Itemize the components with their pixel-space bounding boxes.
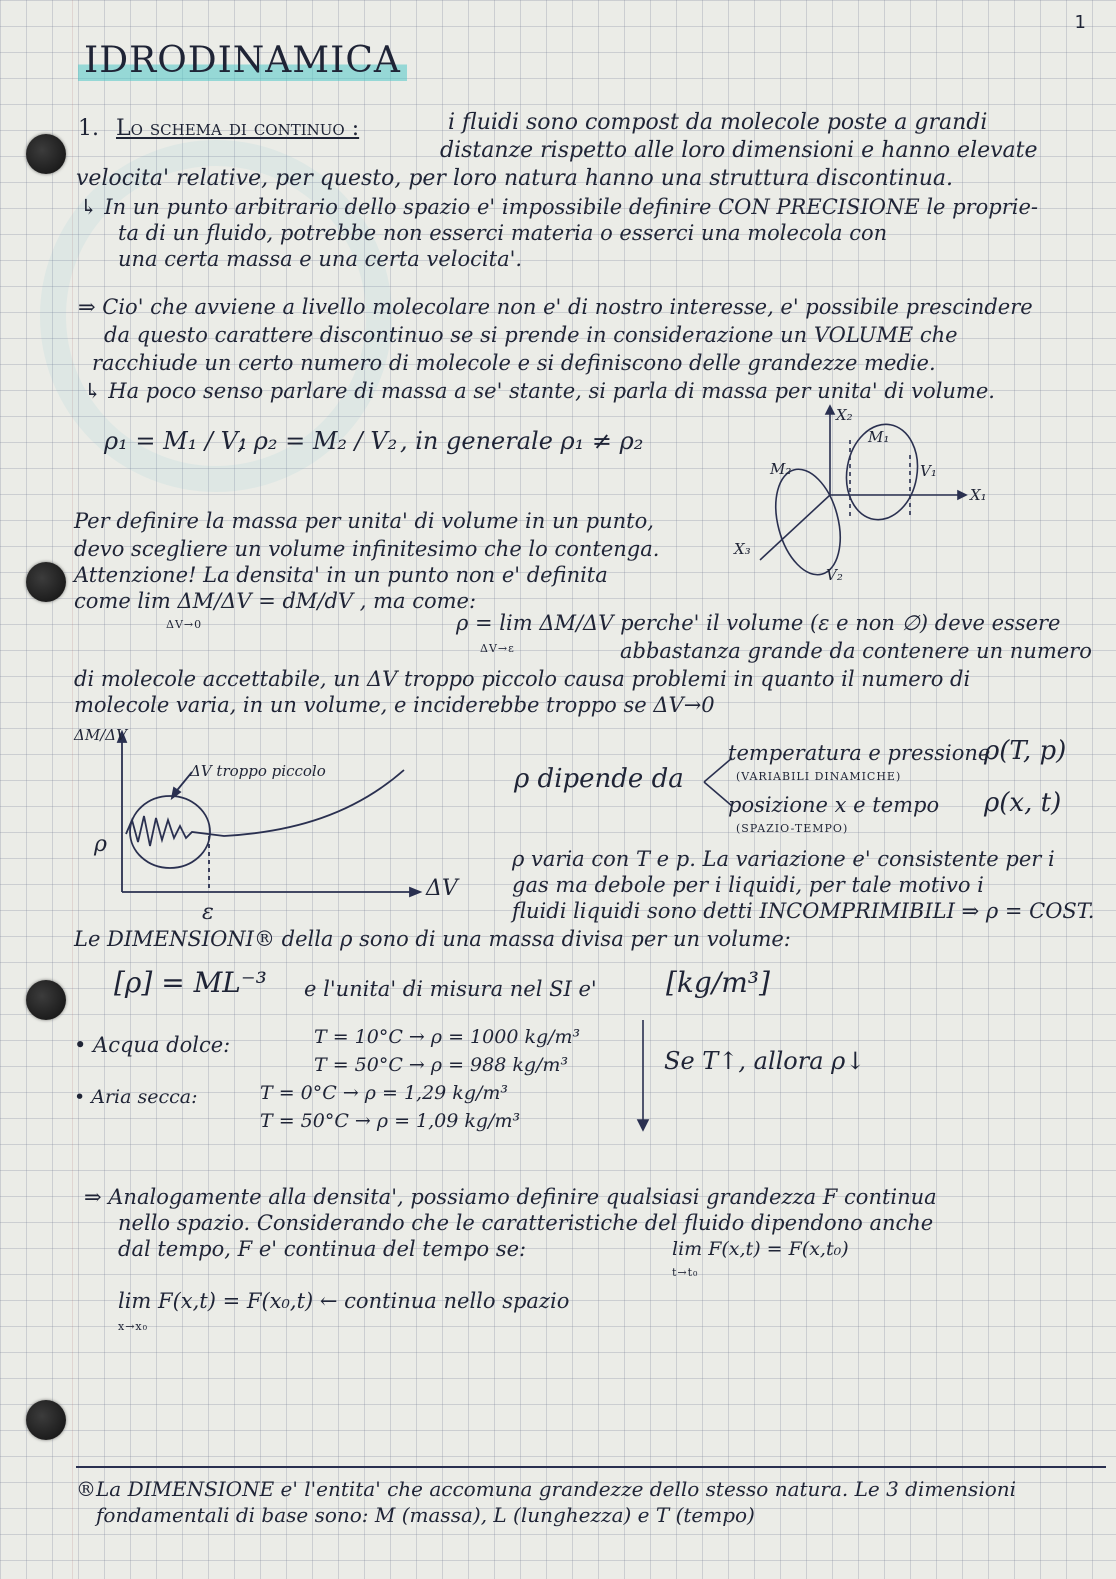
dimension-formula: [ρ] = ML⁻³ (114, 966, 267, 999)
temperature-pressure: temperatura e pressione (728, 741, 991, 765)
limit-subscript: ΔV→ε (480, 642, 515, 655)
footnote-text: fondamentali di base sono: M (massa), L (lunghezza) e T (tempo) (96, 1503, 755, 1527)
graph-rho-label: ρ (94, 832, 107, 857)
body-text: fluidi liquidi sono detti INCOMPRIMIBILI ⇒ ρ = COST. (512, 899, 1095, 923)
body-text: Per definire la massa per unita' di volume in un punto, (74, 509, 654, 533)
example-water-2: T = 50°C → ρ = 988 kg/m³ (314, 1054, 569, 1076)
body-text: i fluidi sono compost da molecole poste a grandi (448, 110, 988, 135)
limit-subscript: t→t₀ (672, 1266, 699, 1279)
limit-subscript: ΔV→0 (166, 618, 203, 631)
body-text: abbastanza grande da contenere un numero (620, 639, 1092, 663)
body-text: devo scegliere un volume infinitesimo che lo contenga. (74, 537, 660, 561)
body-text: ↳ Ha poco senso parlare di massa a se' stante, si parla di massa per unita' di volume. (84, 379, 995, 403)
body-text: ↳ In un punto arbitrario dello spazio e' impossibile definire CON PRECISIONE le proprie- (80, 195, 1039, 219)
body-text: una certa massa e una certa velocita'. (118, 247, 523, 271)
body-text: racchiude un certo numero di molecole e si definiscono delle grandezze medie. (92, 351, 936, 375)
example-water-label: • Acqua dolce: (74, 1033, 231, 1057)
axis-x3-label: X₃ (734, 540, 751, 558)
density-limit-formula: ρ = lim ΔM/ΔV perche' il volume (ε e non ∅) deve essere (456, 611, 1061, 635)
graph-epsilon-label: ε (202, 900, 214, 925)
body-text: Le DIMENSIONI® della ρ sono di una massa divisa per un volume: (74, 927, 791, 951)
volume-v1-label: V₁ (920, 462, 937, 480)
footnote-text: ®La DIMENSIONE e' l'entita' che accomuna grandezze dello stesso natura. Le 3 dimensioni (76, 1477, 1017, 1501)
example-air-label: • Aria secca: (74, 1086, 198, 1108)
density-formula-general: , in generale ρ₁ ≠ ρ₂ (400, 427, 644, 455)
si-unit: [kg/m³] (666, 966, 770, 999)
dynamic-variables-note: (VARIABILI DINAMICHE) (736, 770, 902, 783)
example-air-2: T = 50°C → ρ = 1,09 kg/m³ (260, 1110, 521, 1132)
binder-hole (26, 1400, 66, 1440)
rho-depends-label: ρ dipende da (514, 764, 684, 794)
page-number: 1 (1074, 12, 1086, 33)
space-time-note: (SPAZIO-TEMPO) (736, 822, 849, 835)
body-text: ⇒ Analogamente alla densita', possiamo definire qualsiasi grandezza F continua (84, 1185, 937, 1209)
example-water-1: T = 10°C → ρ = 1000 kg/m³ (314, 1026, 581, 1048)
body-text: nello spazio. Considerando che le caratteristiche del fluido dipendono anche (118, 1211, 934, 1235)
limit-subscript: x→x₀ (118, 1320, 149, 1333)
position-time: posizione x e tempo (728, 793, 940, 817)
axis-x1-label: X₁ (970, 486, 987, 504)
body-text: da questo carattere discontinuo se si prende in considerazione un VOLUME che (104, 323, 958, 347)
example-air-1: T = 0°C → ρ = 1,29 kg/m³ (260, 1082, 509, 1104)
body-text: ta di un fluido, potrebbe non esserci materia o esserci una molecola con (118, 221, 888, 245)
volume-v2-label: V₂ (826, 566, 843, 584)
page-title: IDRODINAMICA (78, 40, 407, 81)
section-heading: Lo schema di continuo : (116, 116, 360, 141)
body-text: come lim ΔM/ΔV = dM/dV , ma come: (74, 589, 477, 613)
graph-annotation: ΔV troppo piccolo (190, 762, 326, 780)
temperature-conclusion: Se T↑, allora ρ↓ (664, 1047, 866, 1075)
axes-diagram (730, 400, 1050, 590)
body-text: ρ varia con T e p. La variazione e' consistente per i (512, 847, 1055, 871)
footnote-divider (76, 1466, 1106, 1468)
continuity-time-formula: lim F(x,t) = F(x,t₀) (672, 1238, 849, 1260)
body-text: di molecole accettabile, un ΔV troppo piccolo causa problemi in quanto il numero di (74, 667, 971, 691)
binder-hole (26, 980, 66, 1020)
body-text: dal tempo, F e' continua del tempo se: (118, 1237, 527, 1261)
body-text: Attenzione! La densita' in un punto non e' definita (74, 563, 608, 587)
graph-y-label: ΔM/ΔV (74, 726, 127, 744)
rho-x-t-formula: ρ(x, t) (984, 788, 1062, 818)
mass-m1-label: M₁ (868, 428, 890, 446)
body-text: distanze rispetto alle loro dimensioni e hanno elevate (440, 138, 1038, 163)
body-text: e l'unita' di misura nel SI e' (304, 977, 597, 1001)
density-formula-2: ; ρ₂ = M₂ / V₂ (238, 427, 398, 455)
body-text: molecole varia, in un volume, e inciderebbe troppo se ΔV→0 (74, 693, 715, 717)
body-text: velocita' relative, per questo, per loro natura hanno una struttura discontinua. (76, 166, 953, 191)
axis-x2-label: X₂ (836, 406, 853, 424)
binder-hole (26, 562, 66, 602)
body-text: gas ma debole per i liquidi, per tale motivo i (512, 873, 984, 897)
body-text: ⇒ Cio' che avviene a livello molecolare non e' di nostro interesse, e' possibile prescindere (78, 295, 1033, 319)
trend-arrow (636, 1018, 650, 1132)
graph-x-label: ΔV (426, 876, 458, 901)
binder-hole (26, 134, 66, 174)
continuity-space-formula: lim F(x,t) = F(x₀,t) ← continua nello spazio (118, 1289, 570, 1313)
rho-t-p-formula: ρ(T, p) (984, 736, 1067, 766)
section-number: 1. (78, 116, 99, 141)
mass-m2-label: M₂ (770, 460, 792, 478)
density-graph (74, 724, 474, 924)
density-formula-1: ρ₁ = M₁ / V₁ (104, 427, 248, 455)
